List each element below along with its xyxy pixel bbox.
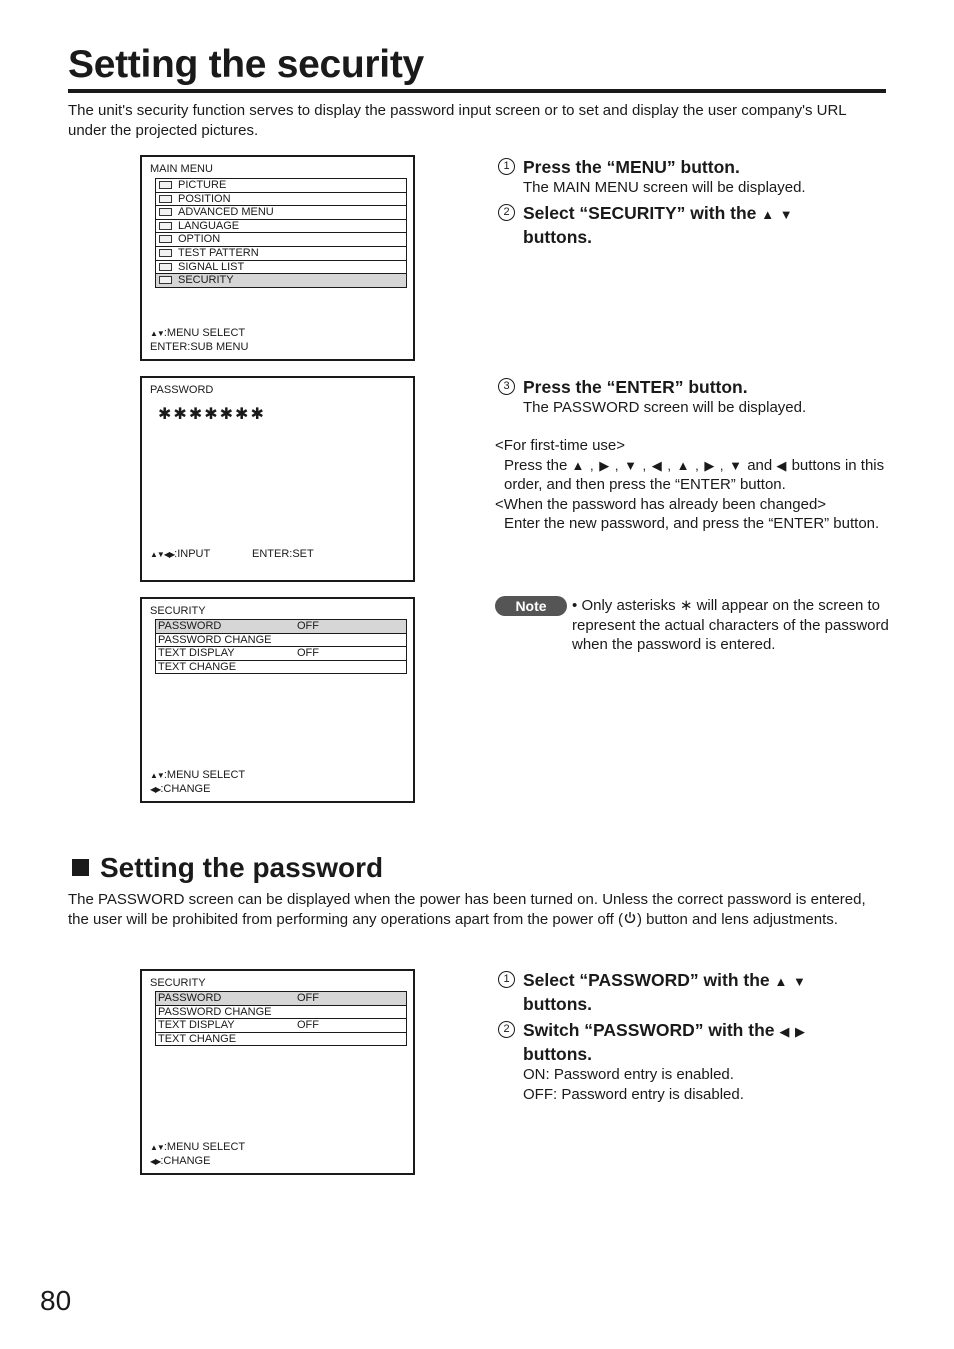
security-footer-select: ▲▼:MENU SELECT	[150, 1141, 246, 1153]
first-time-use-label: <For first-time use>	[495, 437, 626, 454]
asterisk-icon: ∗	[679, 597, 693, 614]
note-badge: Note	[495, 596, 567, 616]
menu-item-option[interactable]: OPTION	[156, 233, 406, 247]
main-menu-title: MAIN MENU	[150, 163, 213, 175]
menu-item-picture[interactable]: PICTURE	[156, 179, 406, 193]
up-down-arrows-icon: ▲▼	[150, 1143, 164, 1152]
security-icon	[159, 276, 172, 284]
changed-password-label: <When the password has already been changed>	[495, 495, 827, 513]
enter-set-label: ENTER:SET	[252, 548, 314, 560]
step-number: 2	[498, 1021, 515, 1038]
up-down-arrows-icon: ▲▼	[150, 771, 164, 780]
power-icon	[623, 910, 637, 930]
changed-password-text: Enter the new password, and press the “ENTER” button.	[504, 515, 880, 532]
section-heading: Setting the password	[72, 850, 383, 886]
page-number: 80	[40, 1285, 72, 1316]
step-number: 2	[498, 204, 515, 221]
language-icon	[159, 222, 172, 230]
step-number: 1	[498, 971, 515, 988]
password-intro: The PASSWORD screen can be displayed when the power has been turned on. Unless the correct password is entered, the user will be prohibited from performing any operations apart from the power off ( ) button and lens adjustments.	[68, 891, 866, 928]
security-row-text-change[interactable]: TEXT CHANGE	[158, 1032, 237, 1045]
step-number: 1	[498, 158, 515, 175]
arrow-sequence-icons: ▲ , ▶ , ▼ , ◀ , ▲ , ▶ , ▼	[571, 457, 744, 473]
menu-item-test-pattern[interactable]: TEST PATTERN	[156, 247, 406, 261]
main-menu-footer-select: ▲▼:MENU SELECT	[150, 327, 246, 339]
security-screen-title: SECURITY	[150, 977, 206, 989]
first-time-use-block: <For first-time use> Press the ▲ , ▶ , ▼ , ◀ , ▲ , ▶ , ▼ and ◀ buttons in this order, and then press the “ENTER” button. <When the password has already been changed> Enter the new password, and press the “ENTER” button.	[495, 436, 890, 534]
security-row-password-change[interactable]: PASSWORD CHANGE	[156, 634, 406, 648]
menu-item-signal-list[interactable]: SIGNAL LIST	[156, 261, 406, 275]
security-row-text-display[interactable]: TEXT DISPLAY OFF	[156, 647, 406, 661]
security-row-text-display[interactable]: TEXT DISPLAY OFF	[156, 1019, 406, 1033]
security-row-password-change[interactable]: PASSWORD CHANGE	[156, 1006, 406, 1020]
left-right-arrows-icon: ◀ ▶	[779, 1024, 806, 1039]
security-footer-change: ◀▶:CHANGE	[150, 1155, 211, 1167]
main-menu-screen	[140, 155, 415, 361]
step-2-switch-password: 2 Switch “PASSWORD” with the ◀ ▶ buttons. ON: Password entry is enabled. OFF: Password entry is disabled.	[498, 1019, 888, 1104]
main-menu-footer-enter: ENTER:SUB MENU	[150, 341, 249, 353]
up-down-arrows-icon: ▲▼	[150, 329, 164, 338]
arrows-icon: ▲▼◀▶	[150, 550, 175, 559]
option-icon	[159, 235, 172, 243]
step-number: 3	[498, 378, 515, 395]
security-screen	[140, 597, 415, 803]
test-pattern-icon	[159, 249, 172, 257]
security-row-text-change[interactable]: TEXT CHANGE	[158, 660, 237, 673]
title-rule	[68, 89, 886, 93]
left-right-arrows-icon: ◀▶	[150, 785, 161, 794]
security-footer-change: ◀▶:CHANGE	[150, 783, 211, 795]
step-1-menu: 1 Press the “MENU” button. The MAIN MENU screen will be displayed.	[498, 156, 888, 198]
step-1-select-password: 1 Select “PASSWORD” with the ▲ ▼ buttons.	[498, 969, 888, 1015]
step-3-enter: 3 Press the “ENTER” button. The PASSWORD screen will be displayed.	[498, 376, 888, 418]
step-2-select-security: 2 Select “SECURITY” with the ▲ ▼ buttons.	[498, 202, 888, 248]
password-screen	[140, 376, 415, 582]
password-footer: ▲▼◀▶:INPUT ENTER:SET	[150, 548, 314, 560]
menu-item-security[interactable]: SECURITY	[156, 274, 406, 287]
up-down-arrows-icon: ▲ ▼	[774, 974, 807, 989]
position-icon	[159, 195, 172, 203]
security-footer-select: ▲▼:MENU SELECT	[150, 769, 246, 781]
picture-icon	[159, 181, 172, 189]
menu-item-advanced-menu[interactable]: ADVANCED MENU	[156, 206, 406, 220]
menu-item-language[interactable]: LANGUAGE	[156, 220, 406, 234]
security-screen-title: SECURITY	[150, 605, 206, 617]
security-list	[155, 991, 407, 1046]
password-screen-title: PASSWORD	[150, 384, 214, 396]
security-screen-2	[140, 969, 415, 1175]
signal-list-icon	[159, 263, 172, 271]
security-row-password[interactable]: PASSWORD OFF	[156, 992, 406, 1006]
password-asterisks: ✱✱✱✱✱✱✱	[158, 406, 266, 423]
menu-item-position[interactable]: POSITION	[156, 193, 406, 207]
security-list	[155, 619, 407, 674]
main-menu-list	[155, 178, 407, 288]
left-right-arrows-icon: ◀▶	[150, 1157, 161, 1166]
left-arrow-icon: ◀	[776, 457, 788, 473]
page-title: Setting the security	[68, 43, 424, 86]
note-text: • Only asterisks ∗ will appear on the screen to represent the actual characters of the password when the password is entered.	[572, 597, 889, 653]
advanced-menu-icon	[159, 208, 172, 216]
up-down-arrows-icon: ▲ ▼	[761, 207, 794, 222]
intro-paragraph: The unit's security function serves to display the password input screen or to set and display the user company's URL under the projected pictures.	[68, 102, 847, 139]
square-bullet-icon	[72, 859, 89, 876]
security-row-password[interactable]: PASSWORD OFF	[156, 620, 406, 634]
